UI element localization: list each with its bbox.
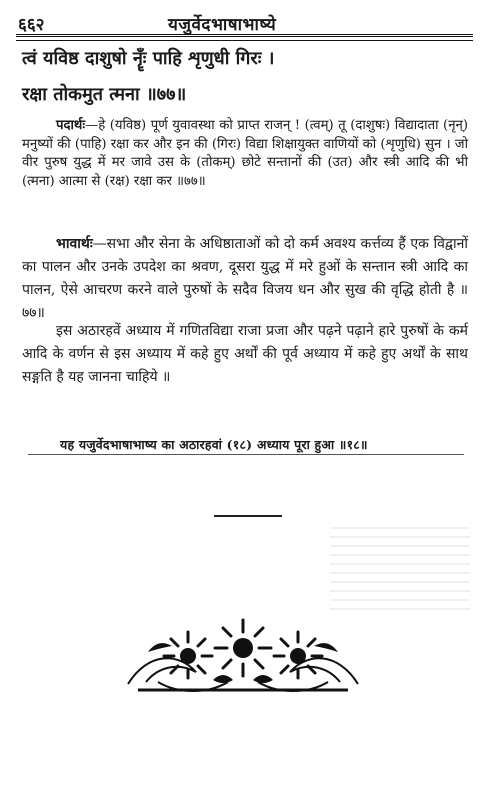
bhavarth-paragraph — [22, 233, 468, 325]
chapter-summary-paragraph — [22, 320, 468, 389]
section-end-dash — [214, 515, 282, 517]
running-title: यजुर्वेदभाषाभाष्ये — [168, 15, 277, 35]
chapter-summary-text: इस अठारहवें अध्याय में गणितविद्या राजा प्रजा और पढ़ने पढ़ाने हारे पुरुषों के कर्म आदि के वर्णन से इस अध्याय में कहे हुए अर्थों की पूर्व अध्याय में कहे हुए अर्थों के साथ सङ्गति है यह जानना चाहिये ॥ — [22, 323, 468, 385]
chapter-colophon: यह यजुर्वेदभाषाभाष्य का अठारहवां (१८) अध्याय पूरा हुआ ॥१८॥ — [60, 437, 368, 452]
mantra-line-1: त्वं यविष्ठ दाशुषो नॄँः पाहि शृणुधी गिरः । — [22, 48, 275, 69]
bleed-through-shadow — [330, 520, 470, 610]
padarth-label: पदार्थः — [56, 118, 85, 133]
header-rule — [16, 34, 473, 37]
mantra-line-2: रक्षा तोकमुत त्मना ॥७७॥ — [22, 84, 187, 105]
padarth-text: —हे (यविष्ठ) पूर्ण युवावस्था को प्राप्त राजन् ! (त्वम्) तू (दाशुषः) विद्यादाता (नृन्) मनुष्यों की (पाहि) रक्षा कर और इन की (गिरः) विद्या शिक्षायुक्त वाणियों को (शृणुधि) सुन । जो वीर पुरुष युद्ध में मर जावे उस के (तोकम्) छोटे सन्तानों की (उत) और स्त्री आदि की भी (त्मना) आत्मा से (रक्ष) रक्षा कर ॥७७॥ — [22, 118, 468, 189]
bhavarth-text: —सभा और सेना के अधिष्ठाताओं को दो कर्म अवश्य कर्त्तव्य हैं एक विद्वानों का पालन और उनके उपदेश का श्रवण, दूसरा युद्ध में मरे हुओं के सन्तान स्त्री आदि का पालन, ऐसे आचरण करने वाले पुरुषों के सदैव विजय धन और सुख की वृद्धि होती है ॥७७॥ — [22, 236, 468, 321]
padarth-paragraph — [22, 117, 468, 191]
floral-tailpiece-icon — [118, 612, 368, 698]
colophon-rule — [28, 454, 464, 455]
page-number: ६६२ — [18, 15, 45, 35]
bhavarth-label: भावार्थः — [56, 236, 93, 252]
